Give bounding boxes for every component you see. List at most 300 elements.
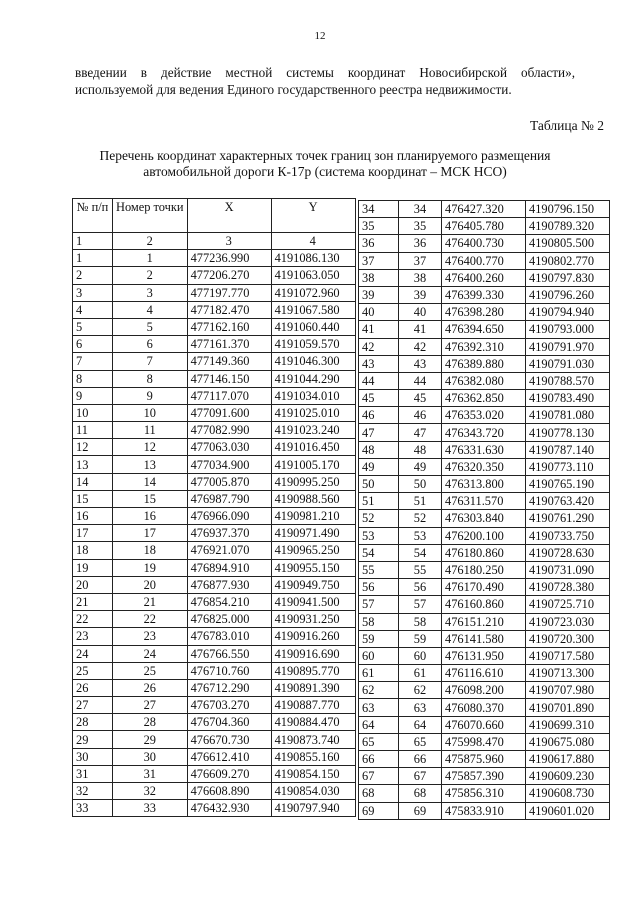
coord-y: 4190995.250 (271, 473, 355, 490)
coord-y: 4190601.020 (526, 802, 610, 819)
point-number: 39 (399, 286, 442, 303)
row-number: 36 (359, 235, 399, 252)
row-number: 43 (359, 355, 399, 372)
point-number: 18 (113, 542, 188, 559)
table-row (73, 748, 356, 765)
row-number: 58 (359, 613, 399, 630)
coord-y: 4190854.030 (271, 783, 355, 800)
point-number: 36 (399, 235, 442, 252)
row-number: 7 (73, 353, 113, 370)
coord-x: 477182.470 (187, 301, 271, 318)
table-row (359, 682, 610, 699)
coord-y: 4190891.390 (271, 679, 355, 696)
coord-y: 4191005.170 (271, 456, 355, 473)
row-number: 57 (359, 596, 399, 613)
table-row (359, 441, 610, 458)
coord-y: 4190981.210 (271, 508, 355, 525)
table-row (359, 510, 610, 527)
coord-y: 4190720.300 (526, 630, 610, 647)
point-number: 57 (399, 596, 442, 613)
coord-y: 4190895.770 (271, 662, 355, 679)
table-title (60, 148, 590, 180)
coord-x: 476353.020 (442, 407, 526, 424)
table-row (73, 336, 356, 353)
coord-y: 4191086.130 (271, 250, 355, 267)
coord-x: 475856.310 (442, 785, 526, 802)
row-number: 60 (359, 647, 399, 664)
point-number: 66 (399, 751, 442, 768)
point-number: 49 (399, 458, 442, 475)
table-row (73, 473, 356, 490)
point-number: 19 (113, 559, 188, 576)
column-number-row (73, 233, 356, 250)
table-row (73, 284, 356, 301)
coord-x: 476141.580 (442, 630, 526, 647)
header-x: X (187, 199, 271, 233)
row-number: 54 (359, 544, 399, 561)
row-number: 19 (73, 559, 113, 576)
table-row (359, 407, 610, 424)
point-number: 51 (399, 493, 442, 510)
table-row (359, 269, 610, 286)
row-number: 22 (73, 611, 113, 628)
row-number: 24 (73, 645, 113, 662)
table-row (359, 201, 610, 218)
coord-x: 476987.790 (187, 490, 271, 507)
coord-y: 4190728.380 (526, 579, 610, 596)
point-number: 10 (113, 404, 188, 421)
coord-x: 476427.320 (442, 201, 526, 218)
coord-x: 476399.330 (442, 286, 526, 303)
table-body-right (359, 201, 610, 820)
table-row (73, 267, 356, 284)
row-number: 21 (73, 593, 113, 610)
coord-x: 475998.470 (442, 733, 526, 750)
point-number: 20 (113, 576, 188, 593)
table-row (359, 252, 610, 269)
table-row (359, 372, 610, 389)
coord-y: 4190728.630 (526, 544, 610, 561)
coord-x: 476894.910 (187, 559, 271, 576)
table-row (73, 714, 356, 731)
coord-y: 4190793.000 (526, 321, 610, 338)
row-number: 18 (73, 542, 113, 559)
point-number: 60 (399, 647, 442, 664)
point-number: 31 (113, 765, 188, 782)
table-header-row (73, 199, 356, 233)
point-number: 54 (399, 544, 442, 561)
table-row (359, 544, 610, 561)
header-point: Номер точки (113, 199, 188, 233)
row-number: 38 (359, 269, 399, 286)
point-number: 15 (113, 490, 188, 507)
table-body-left (73, 250, 356, 817)
coord-y: 4190773.110 (526, 458, 610, 475)
row-number: 5 (73, 318, 113, 335)
table-row (359, 218, 610, 235)
row-number: 59 (359, 630, 399, 647)
coord-y: 4190873.740 (271, 731, 355, 748)
coord-y: 4191059.570 (271, 336, 355, 353)
coord-x: 477206.270 (187, 267, 271, 284)
row-number: 34 (359, 201, 399, 218)
coord-y: 4190805.500 (526, 235, 610, 252)
row-number: 48 (359, 441, 399, 458)
coord-y: 4190617.880 (526, 751, 610, 768)
point-number: 42 (399, 338, 442, 355)
coord-y: 4190887.770 (271, 697, 355, 714)
table-row (359, 424, 610, 441)
coord-y: 4191034.010 (271, 387, 355, 404)
coordinates-table-left (72, 198, 356, 817)
coord-y: 4190796.150 (526, 201, 610, 218)
coord-y: 4190761.290 (526, 510, 610, 527)
point-number: 47 (399, 424, 442, 441)
coord-x: 476937.370 (187, 525, 271, 542)
row-number: 46 (359, 407, 399, 424)
point-number: 65 (399, 733, 442, 750)
table-row (73, 439, 356, 456)
coord-x: 476712.290 (187, 679, 271, 696)
point-number: 68 (399, 785, 442, 802)
point-number: 63 (399, 699, 442, 716)
table-row (73, 301, 356, 318)
coord-y: 4190965.250 (271, 542, 355, 559)
table-title-line-2: автомобильной дороги К-17р (система координат – МСК НСО) (143, 164, 507, 179)
table-row (359, 235, 610, 252)
table-row (359, 579, 610, 596)
row-number: 37 (359, 252, 399, 269)
table-row (73, 611, 356, 628)
intro-paragraph (75, 64, 575, 98)
table-row (359, 699, 610, 716)
coord-x: 477236.990 (187, 250, 271, 267)
column-number: 3 (187, 233, 271, 250)
row-number: 56 (359, 579, 399, 596)
coord-x: 476382.080 (442, 372, 526, 389)
coord-x: 476766.550 (187, 645, 271, 662)
coord-y: 4190707.980 (526, 682, 610, 699)
coord-y: 4190855.160 (271, 748, 355, 765)
coord-x: 476921.070 (187, 542, 271, 559)
table-row (73, 456, 356, 473)
coord-x: 476400.770 (442, 252, 526, 269)
table-row (359, 596, 610, 613)
header-num: № п/п (73, 199, 113, 233)
coord-x: 476362.850 (442, 390, 526, 407)
table-row (73, 387, 356, 404)
coord-y: 4191072.960 (271, 284, 355, 301)
table-row (359, 476, 610, 493)
row-number: 20 (73, 576, 113, 593)
coord-x: 476331.630 (442, 441, 526, 458)
coord-x: 476609.270 (187, 765, 271, 782)
coord-y: 4191023.240 (271, 422, 355, 439)
coord-y: 4190988.560 (271, 490, 355, 507)
point-number: 6 (113, 336, 188, 353)
coord-y: 4190931.250 (271, 611, 355, 628)
coord-x: 476825.000 (187, 611, 271, 628)
table-row (73, 353, 356, 370)
coord-x: 477162.160 (187, 318, 271, 335)
coord-x: 476612.410 (187, 748, 271, 765)
table-row (73, 404, 356, 421)
coord-x: 477146.150 (187, 370, 271, 387)
page-number: 12 (314, 30, 326, 42)
table-row (359, 785, 610, 802)
row-number: 64 (359, 716, 399, 733)
coord-x: 475833.910 (442, 802, 526, 819)
coord-y: 4190723.030 (526, 613, 610, 630)
point-number: 27 (113, 697, 188, 714)
coord-y: 4190787.140 (526, 441, 610, 458)
coord-y: 4190608.730 (526, 785, 610, 802)
table-caption: Таблица № 2 (530, 118, 604, 133)
coord-y: 4191025.010 (271, 404, 355, 421)
table-row (73, 628, 356, 645)
row-number: 41 (359, 321, 399, 338)
coord-x: 476320.350 (442, 458, 526, 475)
coord-x: 476608.890 (187, 783, 271, 800)
row-number: 62 (359, 682, 399, 699)
point-number: 52 (399, 510, 442, 527)
coord-x: 475875.960 (442, 751, 526, 768)
point-number: 5 (113, 318, 188, 335)
point-number: 12 (113, 439, 188, 456)
row-number: 27 (73, 697, 113, 714)
point-number: 67 (399, 768, 442, 785)
coord-y: 4190781.080 (526, 407, 610, 424)
point-number: 59 (399, 630, 442, 647)
coord-x: 476966.090 (187, 508, 271, 525)
coord-y: 4190971.490 (271, 525, 355, 542)
coord-x: 476392.310 (442, 338, 526, 355)
coord-x: 477082.990 (187, 422, 271, 439)
row-number: 1 (73, 250, 113, 267)
coord-y: 4191063.050 (271, 267, 355, 284)
row-number: 31 (73, 765, 113, 782)
coord-y: 4190797.940 (271, 800, 355, 817)
row-number: 16 (73, 508, 113, 525)
coord-x: 477005.870 (187, 473, 271, 490)
coord-x: 476783.010 (187, 628, 271, 645)
coord-x: 477117.070 (187, 387, 271, 404)
coord-x: 477197.770 (187, 284, 271, 301)
point-number: 33 (113, 800, 188, 817)
coord-y: 4190789.320 (526, 218, 610, 235)
point-number: 69 (399, 802, 442, 819)
table-row (359, 321, 610, 338)
coord-y: 4190854.150 (271, 765, 355, 782)
header-y: Y (271, 199, 355, 233)
coord-x: 476400.260 (442, 269, 526, 286)
row-number: 33 (73, 800, 113, 817)
coord-y: 4190778.130 (526, 424, 610, 441)
coord-x: 476398.280 (442, 304, 526, 321)
row-number: 47 (359, 424, 399, 441)
row-number: 6 (73, 336, 113, 353)
coord-y: 4190949.750 (271, 576, 355, 593)
coord-y: 4190802.770 (526, 252, 610, 269)
point-number: 26 (113, 679, 188, 696)
coord-x: 476116.610 (442, 665, 526, 682)
point-number: 8 (113, 370, 188, 387)
coord-y: 4190794.940 (526, 304, 610, 321)
coord-x: 476070.660 (442, 716, 526, 733)
row-number: 3 (73, 284, 113, 301)
row-number: 40 (359, 304, 399, 321)
coord-x: 476703.270 (187, 697, 271, 714)
coord-y: 4190699.310 (526, 716, 610, 733)
coord-y: 4190916.260 (271, 628, 355, 645)
row-number: 14 (73, 473, 113, 490)
row-number: 35 (359, 218, 399, 235)
point-number: 38 (399, 269, 442, 286)
coord-y: 4190955.150 (271, 559, 355, 576)
table-row (73, 662, 356, 679)
coord-y: 4190725.710 (526, 596, 610, 613)
table-row (73, 576, 356, 593)
table-row (359, 561, 610, 578)
row-number: 8 (73, 370, 113, 387)
table-row (73, 679, 356, 696)
row-number: 44 (359, 372, 399, 389)
row-number: 66 (359, 751, 399, 768)
coord-x: 477063.030 (187, 439, 271, 456)
point-number: 56 (399, 579, 442, 596)
coord-x: 476704.360 (187, 714, 271, 731)
point-number: 2 (113, 267, 188, 284)
coord-y: 4190797.830 (526, 269, 610, 286)
table-row (73, 593, 356, 610)
coord-x: 476170.490 (442, 579, 526, 596)
table-row (73, 542, 356, 559)
row-number: 26 (73, 679, 113, 696)
row-number: 69 (359, 802, 399, 819)
row-number: 28 (73, 714, 113, 731)
coord-y: 4190788.570 (526, 372, 610, 389)
coord-x: 477161.370 (187, 336, 271, 353)
point-number: 46 (399, 407, 442, 424)
point-number: 35 (399, 218, 442, 235)
point-number: 24 (113, 645, 188, 662)
table-row (359, 768, 610, 785)
point-number: 9 (113, 387, 188, 404)
point-number: 28 (113, 714, 188, 731)
coord-x: 476180.250 (442, 561, 526, 578)
table-row (359, 665, 610, 682)
coord-y: 4191067.580 (271, 301, 355, 318)
row-number: 49 (359, 458, 399, 475)
table-row (359, 802, 610, 819)
coord-y: 4191046.300 (271, 353, 355, 370)
row-number: 2 (73, 267, 113, 284)
row-number: 39 (359, 286, 399, 303)
coord-x: 476389.880 (442, 355, 526, 372)
coord-x: 476303.840 (442, 510, 526, 527)
point-number: 61 (399, 665, 442, 682)
coord-x: 477091.600 (187, 404, 271, 421)
point-number: 32 (113, 783, 188, 800)
coord-x: 476311.570 (442, 493, 526, 510)
point-number: 62 (399, 682, 442, 699)
table-row (359, 338, 610, 355)
table-row (359, 493, 610, 510)
point-number: 21 (113, 593, 188, 610)
row-number: 9 (73, 387, 113, 404)
coord-x: 476670.730 (187, 731, 271, 748)
table-row (359, 613, 610, 630)
column-number: 2 (113, 233, 188, 250)
row-number: 42 (359, 338, 399, 355)
coord-y: 4190941.500 (271, 593, 355, 610)
row-number: 68 (359, 785, 399, 802)
row-number: 52 (359, 510, 399, 527)
row-number: 65 (359, 733, 399, 750)
coord-y: 4190783.490 (526, 390, 610, 407)
coord-y: 4191060.440 (271, 318, 355, 335)
table-row (73, 525, 356, 542)
table-row (359, 458, 610, 475)
table-row (73, 800, 356, 817)
coord-y: 4190701.890 (526, 699, 610, 716)
coordinates-table-right (358, 200, 610, 820)
coord-x: 476131.950 (442, 647, 526, 664)
table-row (359, 286, 610, 303)
coord-x: 476180.860 (442, 544, 526, 561)
coord-y: 4191044.290 (271, 370, 355, 387)
coord-x: 476343.720 (442, 424, 526, 441)
coord-x: 476098.200 (442, 682, 526, 699)
coord-y: 4190733.750 (526, 527, 610, 544)
coord-x: 476160.860 (442, 596, 526, 613)
row-number: 17 (73, 525, 113, 542)
coord-x: 475857.390 (442, 768, 526, 785)
table-row (359, 304, 610, 321)
point-number: 13 (113, 456, 188, 473)
point-number: 29 (113, 731, 188, 748)
row-number: 55 (359, 561, 399, 578)
table-row (73, 731, 356, 748)
point-number: 58 (399, 613, 442, 630)
row-number: 25 (73, 662, 113, 679)
coord-x: 476400.730 (442, 235, 526, 252)
point-number: 64 (399, 716, 442, 733)
coord-x: 477149.360 (187, 353, 271, 370)
row-number: 15 (73, 490, 113, 507)
table-row (73, 422, 356, 439)
row-number: 12 (73, 439, 113, 456)
table-row (73, 370, 356, 387)
point-number: 25 (113, 662, 188, 679)
coord-x: 476151.210 (442, 613, 526, 630)
coord-x: 477034.900 (187, 456, 271, 473)
coord-y: 4190796.260 (526, 286, 610, 303)
point-number: 1 (113, 250, 188, 267)
row-number: 50 (359, 476, 399, 493)
row-number: 29 (73, 731, 113, 748)
coord-y: 4190916.690 (271, 645, 355, 662)
row-number: 51 (359, 493, 399, 510)
row-number: 67 (359, 768, 399, 785)
point-number: 55 (399, 561, 442, 578)
coord-x: 476394.650 (442, 321, 526, 338)
table-row (359, 630, 610, 647)
point-number: 3 (113, 284, 188, 301)
coord-y: 4190791.970 (526, 338, 610, 355)
coord-y: 4190675.080 (526, 733, 610, 750)
point-number: 7 (113, 353, 188, 370)
